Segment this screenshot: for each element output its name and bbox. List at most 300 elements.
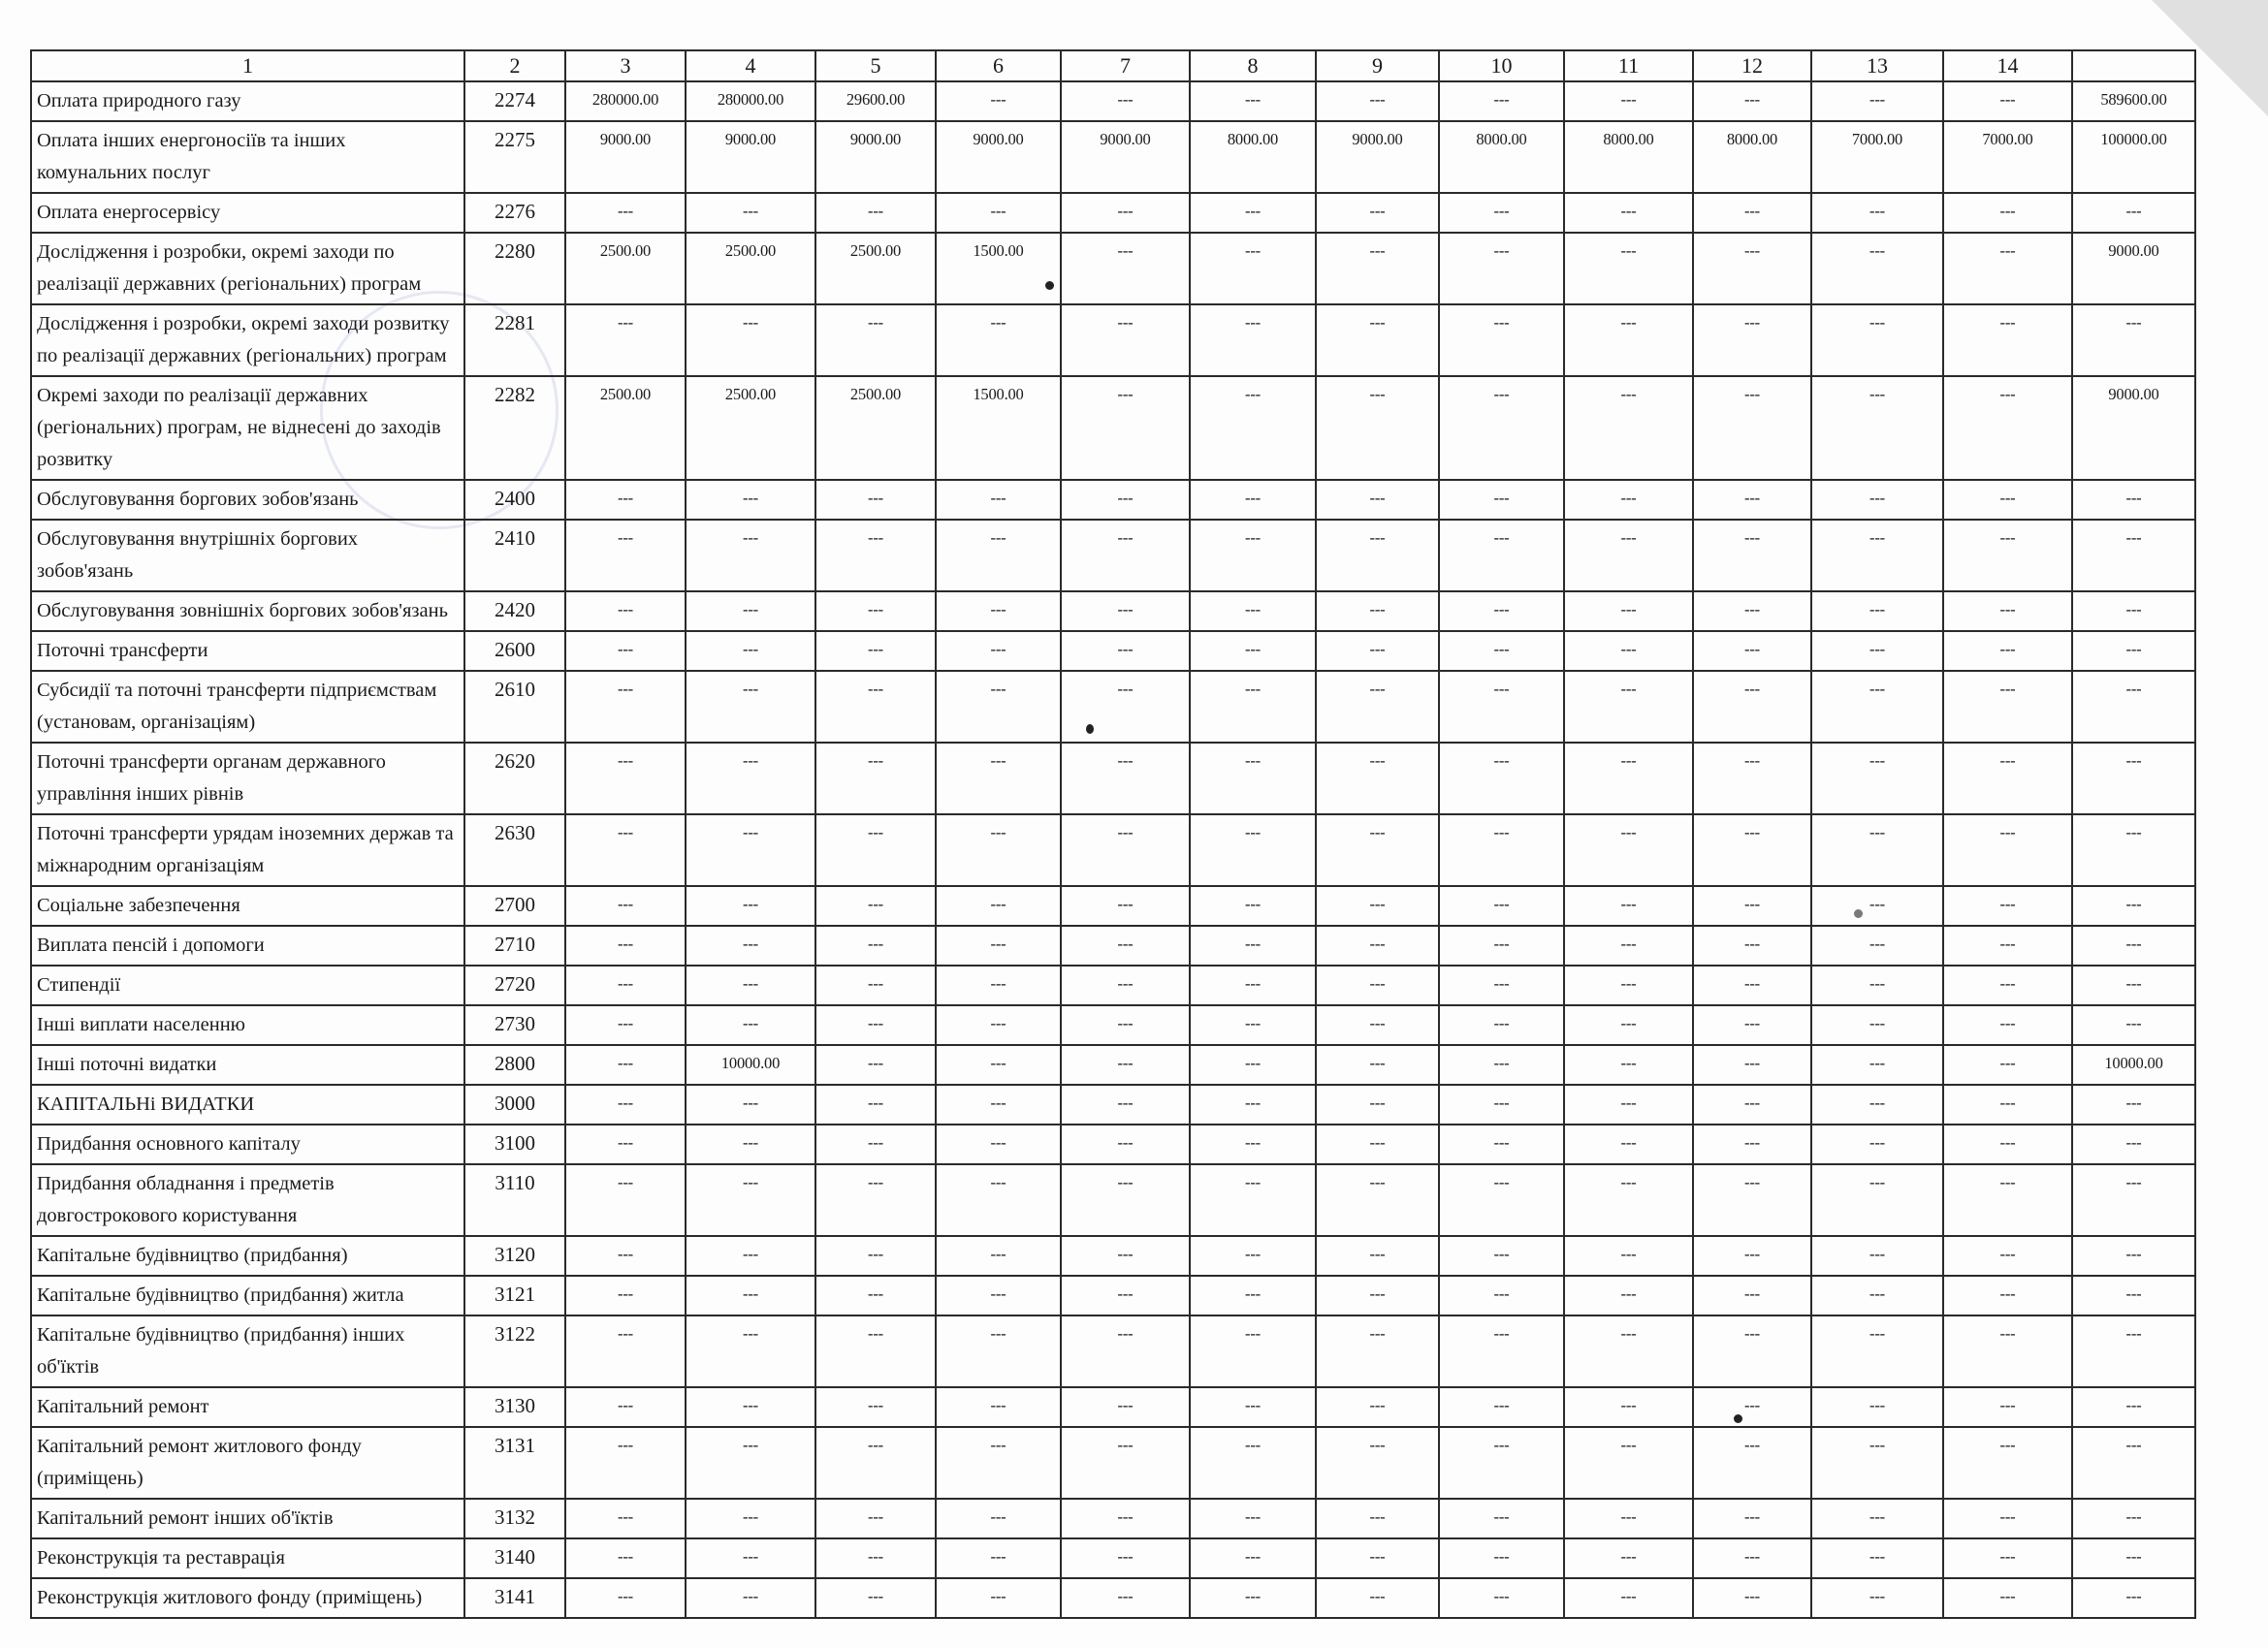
month-amount-cell: --- [1316, 591, 1439, 631]
month-amount-cell: --- [1693, 1578, 1811, 1618]
month-amount-cell: --- [1693, 520, 1811, 591]
month-amount-cell: --- [1061, 886, 1190, 926]
month-amount-cell: --- [1564, 1499, 1693, 1538]
month-amount-cell: --- [815, 1315, 936, 1387]
month-amount-cell: --- [936, 671, 1061, 743]
month-amount-cell: --- [1693, 480, 1811, 520]
table-row [31, 376, 2195, 480]
month-amount-cell: --- [1564, 591, 1693, 631]
month-amount-cell: --- [686, 1427, 815, 1499]
month-amount-cell: --- [1693, 1538, 1811, 1578]
month-amount-cell: 7000.00 [1811, 121, 1943, 193]
month-amount-cell: --- [1439, 520, 1564, 591]
expense-code: 3141 [464, 1578, 565, 1618]
total-cell: --- [2072, 1499, 2195, 1538]
table-row [31, 1578, 2195, 1618]
column-number-header [2072, 50, 2195, 81]
table-row [31, 1276, 2195, 1315]
expense-code: 2700 [464, 886, 565, 926]
month-amount-cell: --- [1811, 376, 1943, 480]
expense-code: 3130 [464, 1387, 565, 1427]
month-amount-cell: --- [815, 1427, 936, 1499]
month-amount-cell: --- [686, 886, 815, 926]
month-amount-cell: --- [1061, 193, 1190, 233]
month-amount-cell: --- [815, 966, 936, 1005]
expense-code: 3140 [464, 1538, 565, 1578]
month-amount-cell: --- [936, 743, 1061, 814]
month-amount-cell: --- [1061, 480, 1190, 520]
month-amount-cell: 2500.00 [565, 233, 686, 304]
month-amount-cell: --- [1564, 376, 1693, 480]
month-amount-cell: 10000.00 [686, 1045, 815, 1085]
month-amount-cell: --- [1439, 1164, 1564, 1236]
month-amount-cell: --- [565, 1085, 686, 1125]
month-amount-cell: --- [1316, 1005, 1439, 1045]
month-amount-cell: --- [1061, 1125, 1190, 1164]
month-amount-cell: --- [1943, 376, 2072, 480]
total-cell: --- [2072, 1164, 2195, 1236]
expense-code: 3110 [464, 1164, 565, 1236]
expense-code: 2610 [464, 671, 565, 743]
month-amount-cell: --- [1316, 1164, 1439, 1236]
month-amount-cell: --- [1190, 886, 1316, 926]
month-amount-cell: --- [686, 1315, 815, 1387]
month-amount-cell: --- [1943, 1005, 2072, 1045]
month-amount-cell: --- [1693, 966, 1811, 1005]
month-amount-cell: --- [815, 1236, 936, 1276]
month-amount-cell: --- [1061, 1085, 1190, 1125]
month-amount-cell: --- [1564, 193, 1693, 233]
column-number-header: 7 [1061, 50, 1190, 81]
month-amount-cell: --- [1943, 886, 2072, 926]
month-amount-cell: --- [1811, 1427, 1943, 1499]
month-amount-cell: --- [1693, 631, 1811, 671]
month-amount-cell: 8000.00 [1190, 121, 1316, 193]
month-amount-cell: --- [1190, 1045, 1316, 1085]
month-amount-cell: --- [1811, 926, 1943, 966]
month-amount-cell: --- [1439, 591, 1564, 631]
month-amount-cell: --- [1564, 1045, 1693, 1085]
expense-code: 2400 [464, 480, 565, 520]
month-amount-cell: --- [1316, 966, 1439, 1005]
month-amount-cell: --- [1811, 1236, 1943, 1276]
month-amount-cell: --- [1190, 1499, 1316, 1538]
expense-code: 2280 [464, 233, 565, 304]
month-amount-cell: --- [1811, 304, 1943, 376]
month-amount-cell: --- [1943, 1164, 2072, 1236]
month-amount-cell: --- [815, 520, 936, 591]
month-amount-cell: --- [1061, 233, 1190, 304]
month-amount-cell: --- [1811, 966, 1943, 1005]
month-amount-cell: --- [1439, 743, 1564, 814]
column-number-header: 2 [464, 50, 565, 81]
column-number-header: 14 [1943, 50, 2072, 81]
month-amount-cell: --- [1190, 233, 1316, 304]
expense-code: 3000 [464, 1085, 565, 1125]
table-row [31, 1005, 2195, 1045]
month-amount-cell: --- [815, 1005, 936, 1045]
month-amount-cell: --- [936, 886, 1061, 926]
total-cell: --- [2072, 1085, 2195, 1125]
column-number-header: 1 [31, 50, 464, 81]
column-number-header: 4 [686, 50, 815, 81]
month-amount-cell: --- [1943, 1427, 2072, 1499]
month-amount-cell: --- [936, 480, 1061, 520]
month-amount-cell: --- [1564, 1085, 1693, 1125]
month-amount-cell: 7000.00 [1943, 121, 2072, 193]
expense-code: 2630 [464, 814, 565, 886]
month-amount-cell: --- [1190, 480, 1316, 520]
month-amount-cell: --- [1316, 814, 1439, 886]
month-amount-cell: --- [565, 1236, 686, 1276]
month-amount-cell: --- [1061, 814, 1190, 886]
month-amount-cell: --- [686, 520, 815, 591]
expense-code: 2281 [464, 304, 565, 376]
column-number-header: 13 [1811, 50, 1943, 81]
month-amount-cell: --- [1316, 1236, 1439, 1276]
month-amount-cell: --- [1693, 671, 1811, 743]
month-amount-cell: --- [1564, 926, 1693, 966]
expense-item-name: Придбання обладнання і предметів довгострокового користування [31, 1164, 464, 1236]
month-amount-cell: --- [686, 814, 815, 886]
column-number-header: 6 [936, 50, 1061, 81]
expense-item-name: Субсидії та поточні трансферти підприємствам (установам, організаціям) [31, 671, 464, 743]
month-amount-cell: --- [1061, 926, 1190, 966]
month-amount-cell: --- [815, 926, 936, 966]
month-amount-cell: --- [1439, 193, 1564, 233]
month-amount-cell: --- [815, 591, 936, 631]
month-amount-cell: --- [936, 1499, 1061, 1538]
total-cell: 9000.00 [2072, 233, 2195, 304]
month-amount-cell: --- [686, 743, 815, 814]
month-amount-cell: --- [936, 1387, 1061, 1427]
month-amount-cell: --- [1811, 81, 1943, 121]
month-amount-cell: 8000.00 [1439, 121, 1564, 193]
month-amount-cell: --- [936, 304, 1061, 376]
month-amount-cell: --- [1316, 1315, 1439, 1387]
month-amount-cell: --- [686, 1236, 815, 1276]
month-amount-cell: 2500.00 [815, 233, 936, 304]
expense-item-name: Капітальне будівництво (придбання) житла [31, 1276, 464, 1315]
expense-code: 3100 [464, 1125, 565, 1164]
month-amount-cell: --- [1439, 480, 1564, 520]
month-amount-cell: --- [1316, 1578, 1439, 1618]
month-amount-cell: --- [1693, 81, 1811, 121]
table-row [31, 1085, 2195, 1125]
month-amount-cell: --- [686, 193, 815, 233]
month-amount-cell: 29600.00 [815, 81, 936, 121]
expense-item-name: Реконструкція житлового фонду (приміщень) [31, 1578, 464, 1618]
month-amount-cell: --- [1564, 1125, 1693, 1164]
month-amount-cell: --- [815, 743, 936, 814]
month-amount-cell: --- [1811, 1005, 1943, 1045]
month-amount-cell: --- [1190, 1236, 1316, 1276]
month-amount-cell: --- [686, 1578, 815, 1618]
month-amount-cell: --- [1439, 1005, 1564, 1045]
month-amount-cell: --- [565, 193, 686, 233]
column-number-header: 5 [815, 50, 936, 81]
month-amount-cell: --- [1439, 926, 1564, 966]
month-amount-cell: --- [1811, 886, 1943, 926]
table-row [31, 193, 2195, 233]
month-amount-cell: --- [1943, 1499, 2072, 1538]
month-amount-cell: --- [1693, 233, 1811, 304]
month-amount-cell: --- [1061, 671, 1190, 743]
month-amount-cell: --- [1439, 233, 1564, 304]
month-amount-cell: --- [936, 81, 1061, 121]
total-cell: 100000.00 [2072, 121, 2195, 193]
month-amount-cell: --- [1190, 1538, 1316, 1578]
table-row [31, 304, 2195, 376]
expense-item-name: Оплата інших енергоносіїв та інших комунальних послуг [31, 121, 464, 193]
total-cell: --- [2072, 966, 2195, 1005]
expense-item-name: Капітальне будівництво (придбання) [31, 1236, 464, 1276]
month-amount-cell: --- [1564, 743, 1693, 814]
expense-item-name: Обслуговування боргових зобов'язань [31, 480, 464, 520]
month-amount-cell: --- [1190, 1276, 1316, 1315]
month-amount-cell: 2500.00 [565, 376, 686, 480]
month-amount-cell: --- [686, 1387, 815, 1427]
expense-item-name: Окремі заходи по реалізації державних (регіональних) програм, не віднесені до заходів розвитку [31, 376, 464, 480]
total-cell: --- [2072, 480, 2195, 520]
month-amount-cell: --- [1943, 926, 2072, 966]
month-amount-cell: --- [1190, 193, 1316, 233]
total-cell: --- [2072, 671, 2195, 743]
month-amount-cell: --- [686, 966, 815, 1005]
expense-code: 2276 [464, 193, 565, 233]
month-amount-cell: --- [936, 1276, 1061, 1315]
month-amount-cell: --- [1439, 1236, 1564, 1276]
month-amount-cell: --- [1564, 520, 1693, 591]
month-amount-cell: --- [1943, 193, 2072, 233]
month-amount-cell: --- [1190, 1125, 1316, 1164]
month-amount-cell: --- [1316, 1427, 1439, 1499]
month-amount-cell: --- [815, 1538, 936, 1578]
month-amount-cell: --- [1811, 1578, 1943, 1618]
total-cell: 10000.00 [2072, 1045, 2195, 1085]
month-amount-cell: --- [1061, 1236, 1190, 1276]
expense-item-name: Поточні трансферти [31, 631, 464, 671]
month-amount-cell: --- [1811, 1276, 1943, 1315]
month-amount-cell: --- [1693, 1125, 1811, 1164]
total-cell: --- [2072, 304, 2195, 376]
month-amount-cell: --- [1061, 1045, 1190, 1085]
month-amount-cell: --- [1693, 1085, 1811, 1125]
month-amount-cell: --- [1439, 671, 1564, 743]
month-amount-cell: --- [1811, 1085, 1943, 1125]
month-amount-cell: --- [565, 1045, 686, 1085]
month-amount-cell: --- [565, 1005, 686, 1045]
month-amount-cell: --- [815, 1276, 936, 1315]
total-cell: 589600.00 [2072, 81, 2195, 121]
month-amount-cell: --- [1693, 193, 1811, 233]
month-amount-cell: --- [1943, 814, 2072, 886]
month-amount-cell: --- [565, 1315, 686, 1387]
month-amount-cell: --- [1811, 1538, 1943, 1578]
expense-code: 2410 [464, 520, 565, 591]
month-amount-cell: --- [1061, 1276, 1190, 1315]
month-amount-cell: --- [1439, 886, 1564, 926]
month-amount-cell: --- [815, 1499, 936, 1538]
month-amount-cell: --- [815, 1125, 936, 1164]
month-amount-cell: --- [1316, 1125, 1439, 1164]
month-amount-cell: --- [1190, 376, 1316, 480]
expense-code: 2275 [464, 121, 565, 193]
expense-code: 3132 [464, 1499, 565, 1538]
month-amount-cell: 280000.00 [565, 81, 686, 121]
expense-item-name: Придбання основного капіталу [31, 1125, 464, 1164]
month-amount-cell: --- [1190, 1427, 1316, 1499]
total-cell: --- [2072, 1276, 2195, 1315]
month-amount-cell: --- [1316, 886, 1439, 926]
month-amount-cell: --- [1811, 480, 1943, 520]
table-row [31, 480, 2195, 520]
month-amount-cell: 9000.00 [686, 121, 815, 193]
expense-code: 2720 [464, 966, 565, 1005]
expense-item-name: Капітальний ремонт житлового фонду (приміщень) [31, 1427, 464, 1499]
total-cell: --- [2072, 591, 2195, 631]
month-amount-cell: --- [1190, 631, 1316, 671]
month-amount-cell: --- [1943, 81, 2072, 121]
month-amount-cell: --- [1564, 1387, 1693, 1427]
month-amount-cell: --- [1564, 304, 1693, 376]
total-cell: --- [2072, 743, 2195, 814]
month-amount-cell: --- [1693, 1164, 1811, 1236]
month-amount-cell: --- [1811, 1387, 1943, 1427]
month-amount-cell: --- [1564, 966, 1693, 1005]
month-amount-cell: --- [1693, 1276, 1811, 1315]
month-amount-cell: --- [1564, 480, 1693, 520]
month-amount-cell: --- [1693, 743, 1811, 814]
month-amount-cell: 280000.00 [686, 81, 815, 121]
month-amount-cell: --- [1190, 743, 1316, 814]
month-amount-cell: 1500.00 [936, 376, 1061, 480]
month-amount-cell: --- [936, 814, 1061, 886]
month-amount-cell: --- [1316, 520, 1439, 591]
month-amount-cell: --- [686, 1085, 815, 1125]
month-amount-cell: --- [686, 1276, 815, 1315]
month-amount-cell: --- [1693, 814, 1811, 886]
table-row [31, 671, 2195, 743]
month-amount-cell: --- [815, 304, 936, 376]
total-cell: --- [2072, 814, 2195, 886]
month-amount-cell: --- [815, 480, 936, 520]
expense-code: 2600 [464, 631, 565, 671]
month-amount-cell: --- [1943, 1538, 2072, 1578]
month-amount-cell: --- [936, 926, 1061, 966]
column-number-header: 3 [565, 50, 686, 81]
month-amount-cell: --- [1061, 591, 1190, 631]
month-amount-cell: --- [1190, 1315, 1316, 1387]
month-amount-cell: --- [1693, 926, 1811, 966]
month-amount-cell: --- [936, 1005, 1061, 1045]
month-amount-cell: --- [1693, 591, 1811, 631]
month-amount-cell: --- [815, 1045, 936, 1085]
month-amount-cell: --- [1693, 1236, 1811, 1276]
month-amount-cell: --- [1693, 1427, 1811, 1499]
month-amount-cell: --- [936, 631, 1061, 671]
expense-item-name: Поточні трансферти урядам іноземних держав та міжнародним організаціям [31, 814, 464, 886]
month-amount-cell: --- [1564, 671, 1693, 743]
month-amount-cell: --- [1190, 304, 1316, 376]
month-amount-cell: --- [936, 1125, 1061, 1164]
month-amount-cell: --- [686, 1538, 815, 1578]
month-amount-cell: --- [936, 193, 1061, 233]
month-amount-cell: --- [1439, 1387, 1564, 1427]
expense-item-name: Оплата енергосервісу [31, 193, 464, 233]
month-amount-cell: --- [1316, 1538, 1439, 1578]
month-amount-cell: --- [1564, 1538, 1693, 1578]
month-amount-cell: --- [1061, 520, 1190, 591]
expense-code: 3131 [464, 1427, 565, 1499]
table-row [31, 966, 2195, 1005]
month-amount-cell: 2500.00 [686, 376, 815, 480]
month-amount-cell: --- [1316, 1276, 1439, 1315]
month-amount-cell: --- [565, 1125, 686, 1164]
total-cell: --- [2072, 1538, 2195, 1578]
month-amount-cell: --- [1316, 926, 1439, 966]
expense-item-name: Соціальне забезпечення [31, 886, 464, 926]
month-amount-cell: --- [1061, 1499, 1190, 1538]
table-row [31, 1499, 2195, 1538]
expense-item-name: Обслуговування зовнішніх боргових зобов'язань [31, 591, 464, 631]
month-amount-cell: --- [1439, 1578, 1564, 1618]
month-amount-cell: --- [815, 1387, 936, 1427]
month-amount-cell: --- [1943, 743, 2072, 814]
month-amount-cell: --- [1811, 520, 1943, 591]
month-amount-cell: --- [565, 631, 686, 671]
month-amount-cell: --- [1061, 743, 1190, 814]
table-row [31, 520, 2195, 591]
month-amount-cell: --- [565, 1276, 686, 1315]
month-amount-cell: --- [1061, 1005, 1190, 1045]
month-amount-cell: --- [686, 591, 815, 631]
month-amount-cell: --- [1811, 591, 1943, 631]
month-amount-cell: --- [1811, 1125, 1943, 1164]
expense-code: 3120 [464, 1236, 565, 1276]
month-amount-cell: --- [936, 1538, 1061, 1578]
table-row [31, 1236, 2195, 1276]
table-row [31, 886, 2195, 926]
expense-item-name: Виплата пенсій і допомоги [31, 926, 464, 966]
expense-code: 2800 [464, 1045, 565, 1085]
month-amount-cell: --- [1061, 1578, 1190, 1618]
month-amount-cell: --- [686, 1499, 815, 1538]
month-amount-cell: --- [565, 966, 686, 1005]
month-amount-cell: --- [815, 193, 936, 233]
table-row [31, 1045, 2195, 1085]
month-amount-cell: --- [936, 1578, 1061, 1618]
month-amount-cell: --- [1190, 671, 1316, 743]
month-amount-cell: --- [1190, 1578, 1316, 1618]
total-cell: --- [2072, 1315, 2195, 1387]
table-row [31, 926, 2195, 966]
month-amount-cell: --- [1190, 81, 1316, 121]
table-body [31, 81, 2195, 1618]
month-amount-cell: --- [1693, 1315, 1811, 1387]
column-number-header: 9 [1316, 50, 1439, 81]
total-cell: --- [2072, 1427, 2195, 1499]
month-amount-cell: --- [1811, 743, 1943, 814]
month-amount-cell: --- [815, 1085, 936, 1125]
month-amount-cell: 9000.00 [565, 121, 686, 193]
total-cell: --- [2072, 193, 2195, 233]
expense-item-name: КАПІТАЛЬНі ВИДАТКИ [31, 1085, 464, 1125]
table-row [31, 1125, 2195, 1164]
month-amount-cell: --- [565, 1578, 686, 1618]
month-amount-cell: --- [1693, 304, 1811, 376]
month-amount-cell: --- [1564, 1164, 1693, 1236]
